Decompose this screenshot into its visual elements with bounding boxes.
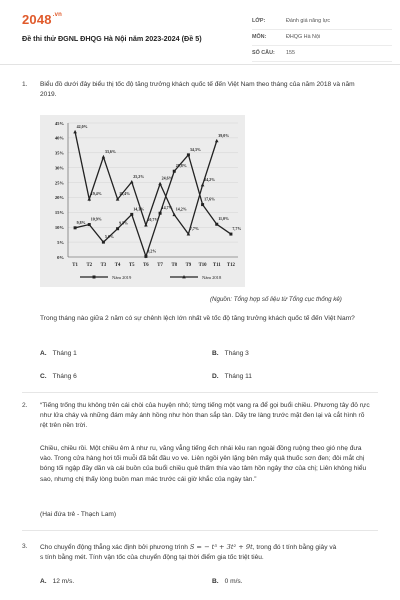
data-label: 19,4% [90, 191, 102, 197]
x-tick-label: T9 [185, 263, 192, 268]
y-tick-label: 30% [54, 165, 64, 171]
question-2-paragraph: Chiều, chiều rồi. Một chiều êm ả như ru, văng vẳng tiếng ếch nhái kêu ran ngoài đồng ruộng theo gió nhẹ đưa vào. Trong cửa hàng hơi tối muỗi đã bắt đầu vo ve. Liên ngồi yên lặng bên mấy quả thuốc sơn đen; đôi mắt chị bóng tối ngập đầy dần và cái buồn của buổi chiều quê thấm thía vào tâm hồn ngây thơ của chị; Liên không hiểu sao, nhưng chị thấy lòng buồn man mác trước cái giờ khắc của ngày tàn.” [40, 445, 367, 483]
question-1-prompt: Trong tháng nào giữa 2 năm có sự chênh lệch lớn nhất về tốc độ tăng trưởng khách quốc tế đến Việt Nam? [40, 315, 355, 322]
question-number: 1. [22, 81, 28, 88]
legend-label-2018: Năm 2018 [202, 274, 222, 280]
data-point-2018 [144, 223, 148, 226]
q3-option-b[interactable]: B. 0 m/s. [212, 578, 243, 585]
data-point-2018 [158, 182, 162, 185]
x-tick-label: T6 [143, 263, 149, 268]
question-2-quote: “Tiếng trống thu không trên cái chòi của huyện nhỏ; từng tiếng một vang ra để gọi buổi chiều. Phương tây đỏ rực như lửa cháy và những đám mây ánh hồng như hòn than sắp tàn. Dãy tre làng trước mặt đen lại và cắt hình rõ rệt trên nền trời. [40, 402, 370, 430]
question-number: 3. [22, 543, 28, 550]
data-label: 5,0% [104, 234, 114, 240]
q3-option-a[interactable]: A. 12 m/s. [40, 578, 75, 585]
data-label: 34,3% [189, 146, 201, 152]
y-tick-label: 25% [54, 180, 64, 186]
data-label: 28,8% [175, 163, 187, 169]
data-point-2018 [73, 130, 77, 133]
data-label: 24,2% [204, 176, 216, 182]
exam-meta [252, 14, 392, 62]
page-header [0, 0, 400, 65]
data-label: 19,4% [119, 191, 131, 197]
data-label: 17,6% [204, 196, 216, 202]
x-tick-label: T1 [72, 263, 78, 268]
site-logo[interactable]: $2048^{.vn}$ [22, 12, 63, 27]
x-tick-label: T2 [86, 263, 93, 268]
data-point-2019 [102, 241, 105, 244]
data-label: 10,7% [147, 217, 159, 223]
data-point-2019 [144, 255, 147, 258]
data-point-2018 [102, 155, 106, 158]
x-tick-label: T3 [100, 263, 107, 268]
divider [22, 530, 378, 531]
data-point-2019 [88, 223, 91, 226]
meta-row-class: LỚP: Đánh giá năng lực [252, 14, 392, 30]
x-tick-label: T12 [226, 263, 235, 268]
y-tick-label: 20% [54, 195, 64, 201]
y-tick-label: 45% [54, 120, 64, 126]
data-point-2019 [74, 226, 77, 229]
x-tick-label: T5 [128, 263, 135, 268]
data-label: 11,0% [218, 216, 230, 222]
data-label: 33,6% [104, 148, 116, 154]
data-point-2018 [201, 183, 205, 186]
x-tick-label: T11 [212, 263, 221, 268]
data-label: 7,7% [189, 226, 199, 232]
chart-source: (Nguồn: Tổng hợp số liệu từ Tổng cục thống kê) [210, 296, 342, 303]
meta-row-count: SỐ CÂU: 155 [252, 46, 392, 62]
data-label: 7,7% [232, 226, 242, 232]
y-tick-label: 40% [54, 135, 64, 141]
data-point-2019 [116, 227, 119, 230]
data-label: 10,9% [90, 216, 102, 222]
legend-label-2019: Năm 2019 [112, 274, 132, 280]
y-tick-label: 15% [54, 210, 64, 216]
data-point-2018 [87, 197, 91, 200]
option-d[interactable]: D. Tháng 11 [212, 373, 252, 380]
question-3-text: Cho chuyển động thẳng xác định bởi phương trình S = − t³ + 3t² + 9t, trong đó t tính bằng giây và s tính bằng mét. Tính vận tốc của chuyển động tại thời điểm gia tốc triệt tiêu. [40, 543, 337, 562]
data-point-2019 [159, 212, 162, 215]
divider [22, 392, 378, 393]
data-label: 39,0% [218, 132, 230, 138]
data-point-2019 [215, 223, 218, 226]
y-tick-label: 10% [54, 225, 64, 231]
meta-row-subject: MÔN: ĐHQG Hà Nội [252, 30, 392, 46]
data-label: 25,2% [133, 173, 145, 179]
legend-marker-2019 [93, 276, 96, 279]
data-point-2018 [130, 180, 134, 183]
data-label: 14,3% [133, 206, 145, 212]
growth-chart [40, 115, 245, 287]
data-label: 9,5% [119, 220, 129, 226]
y-tick-label: 5% [57, 239, 64, 245]
x-tick-label: T7 [157, 263, 163, 268]
question-number: 2. [22, 402, 28, 409]
data-point-2019 [187, 153, 190, 156]
data-label: 24,6% [161, 175, 173, 181]
option-a[interactable]: A. Tháng 1 [40, 350, 77, 357]
y-tick-label: 0% [57, 254, 64, 260]
x-tick-label: T8 [171, 263, 178, 268]
data-point-2019 [130, 213, 133, 216]
exam-title: Đề thi thử ĐGNL ĐHQG Hà Nội năm 2023-2024 (Đề 5) [22, 34, 202, 43]
growth-chart-svg [40, 115, 245, 287]
y-tick-label: 35% [54, 150, 64, 156]
question-text: Biểu đồ dưới đây biểu thị tốc độ tăng trưởng khách quốc tế đến Việt Nam theo tháng của năm 2018 và năm 2019. [40, 81, 355, 98]
formula: S = − t³ + 3t² + 9t [189, 543, 253, 551]
question-2-author: (Hai đứa trẻ - Thạch Lam) [40, 511, 117, 518]
option-b[interactable]: B. Tháng 3 [212, 350, 249, 357]
data-point-2019 [201, 203, 204, 206]
data-point-2018 [215, 139, 219, 142]
x-tick-label: T10 [198, 263, 207, 268]
data-label: 0,2% [147, 248, 157, 254]
x-tick-label: T4 [114, 263, 121, 268]
data-label: 9,8% [76, 219, 86, 225]
option-c[interactable]: C. Tháng 6 [40, 373, 77, 380]
data-point-2019 [229, 233, 232, 236]
data-point-2019 [173, 170, 176, 173]
data-label: 14,2% [175, 206, 187, 212]
data-label: 14,7% [161, 205, 173, 211]
data-label: 42,0% [76, 123, 88, 129]
